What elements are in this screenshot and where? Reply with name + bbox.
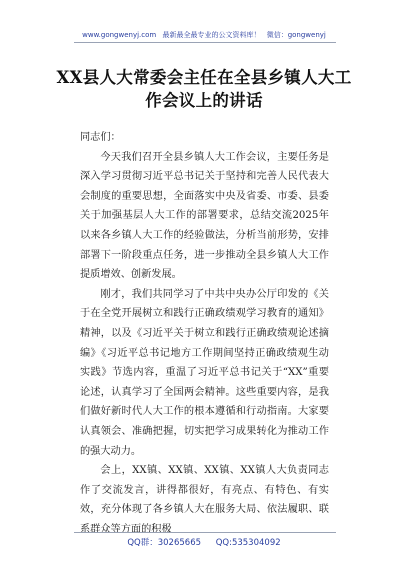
salutation: 同志们： <box>80 132 121 143</box>
footer-qq-group: QQ群：30265665 <box>127 538 202 548</box>
header-wechat: 微信：gongwenyj <box>266 31 326 39</box>
paragraph: 刚才，我们共同学习了中共中央办公厅印发的《关于在全党开展树立和践行正确政绩观学习教育的通知》精神，以及《习近平关于树立和践行正确政绩观论述摘编》《习近平总书记地方工作期间坚持正确政绩观生动实践》节选内容，重温了习近平总书记关于“XX”重要论述，认真学习了全国两会精神。这些重要内容，是我们做好新时代人大工作的根本遵循和行动指南。大家要认真领会、准确把握，切实把学习成果转化为推动工作的强大动力。 <box>80 288 329 457</box>
footer-qq-contact: QQ:535304092 <box>215 538 281 548</box>
footer-divider <box>74 532 336 533</box>
page-footer <box>0 536 408 548</box>
header-site-link[interactable]: www.gongwenyj.com <box>82 31 157 39</box>
paragraph: 今天我们召开全县乡镇人大工作会议，主要任务是深入学习贯彻习近平总书记关于坚持和完善人民代表大会制度的重要思想，全面落实中央及省委、市委、县委关于加强基层人大工作的部署要求，总结交流2025年以来各乡镇人大工作的经验做法，分析当前形势，安排部署下一阶段重点任务，进一步推动全县乡镇人大工作提质增效、创新发展。 <box>80 151 329 281</box>
paragraph: 会上，XX镇、XX镇、XX镇、XX镇人大负责同志作了交流发言，讲得都很好，有亮点、有特色、有实效，充分体现了各乡镇人大在服务大局、依法履职、联系群众等方面的积极 <box>80 465 329 535</box>
document-title: XX县人大常委会主任在全县乡镇人大工作会议上的讲话 <box>56 68 352 110</box>
header-slogan: 最新最全最专业的公文资料库！ <box>162 31 261 39</box>
document-body <box>80 128 329 539</box>
header-divider <box>74 42 336 43</box>
page-header <box>0 30 408 40</box>
